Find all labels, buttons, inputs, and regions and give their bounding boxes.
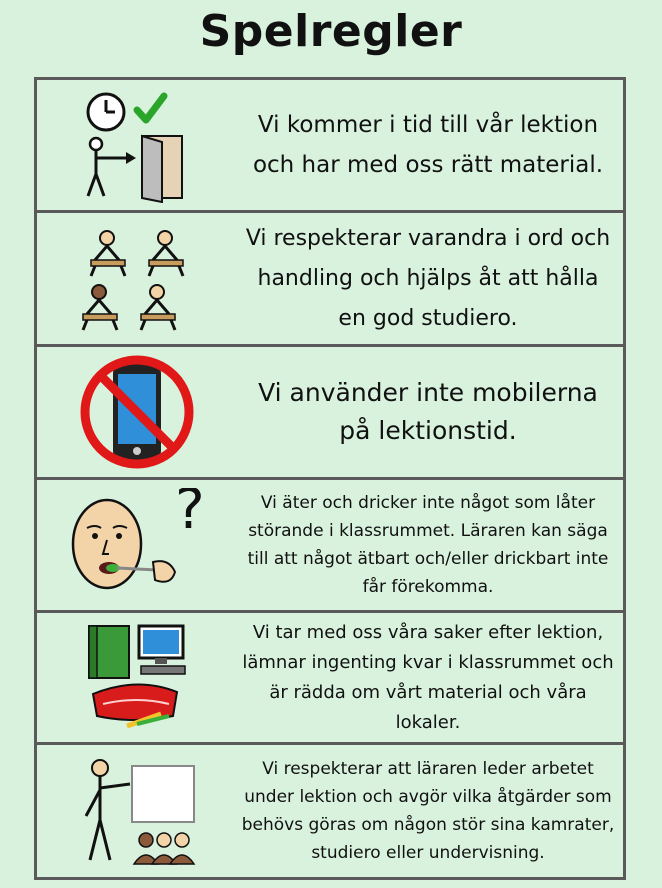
rule-row (37, 213, 623, 347)
students-at-desks-icon (77, 224, 197, 334)
no-mobile-phone-icon (77, 352, 197, 472)
eating-question-icon (57, 488, 217, 603)
book-computer-pencilcase-icon (77, 620, 197, 735)
teacher-at-board-icon (72, 754, 202, 869)
rule-text: Vi respekterar varandra i ord och handling och hjälps åt att hålla en god studiero. (245, 225, 611, 331)
rule-row (37, 745, 623, 877)
rule-row (37, 80, 623, 213)
page-title: Spelregler (199, 6, 463, 57)
rule-row (37, 347, 623, 480)
rule-text: Vi tar med oss våra saker efter lektion, lämnar ingenting kvar i klassrummet och är rädda om vårt material och våra lokaler. (242, 621, 614, 733)
rule-text: Vi respekterar att läraren leder arbetet under lektion och avgör vilka åtgärder som behövs göras om någon stör sina kamrater, studiero eller undervisning. (241, 759, 615, 863)
rule-text: Vi använder inte mobilerna på lektionstid. (258, 378, 598, 445)
clock-door-checkmark-icon (82, 88, 192, 203)
rule-text: Vi äter och dricker inte något som låter störande i klassrummet. Läraren kan säga till att något ätbart och/eller drickbart inte får förekomma. (247, 493, 609, 597)
rule-row (37, 480, 623, 613)
rule-row (37, 613, 623, 745)
rule-text: Vi kommer i tid till vår lektion och har med oss rätt material. (252, 112, 604, 178)
rules-table (34, 77, 626, 880)
svg-text:?: ? (175, 487, 205, 542)
